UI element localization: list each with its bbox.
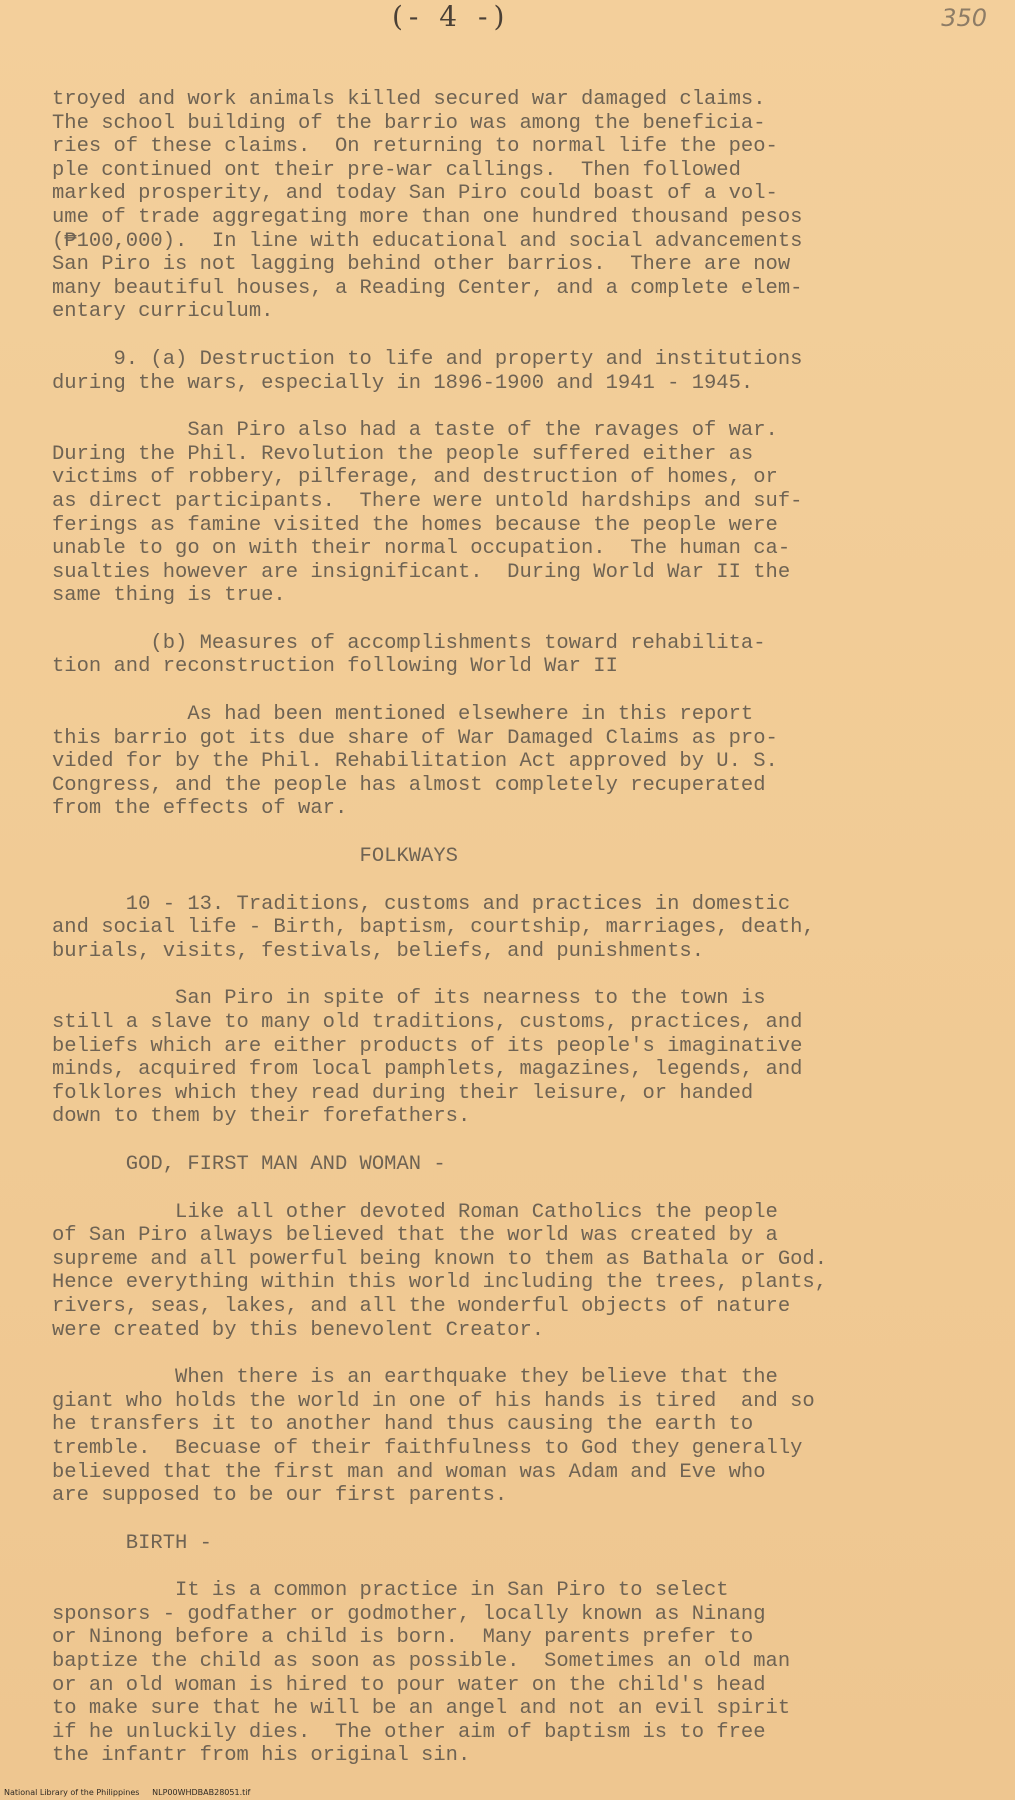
- paragraph-p3: [52, 419, 972, 608]
- text-line: Hence everything within this world including the trees, plants,: [52, 1271, 828, 1295]
- text-line: still a slave to many old traditions, customs, practices, and: [52, 1011, 803, 1034]
- text-line: sualties however are insignificant. During World War II the: [52, 560, 791, 584]
- text-line: troyed and work animals killed secured war damaged claims.: [52, 88, 766, 111]
- paragraph-p10: [52, 1579, 972, 1768]
- text-line: baptize the child as soon as possible. Sometimes an old man: [52, 1650, 791, 1674]
- paragraph-p7: [52, 987, 972, 1129]
- text-line: 9. (a) Destruction to life and property and institutions: [52, 347, 803, 371]
- paragraph-p4: [52, 632, 972, 679]
- text-line: he transfers it to another hand thus causing the earth to: [52, 1413, 754, 1437]
- text-line: marked prosperity, and today San Piro could boast of a vol-: [52, 182, 778, 206]
- text-line: to make sure that he will be an angel and not an evil spirit: [52, 1697, 791, 1721]
- text-line: during the wars, especially in 1896-1900 and 1941 - 1945.: [52, 371, 754, 395]
- text-line: When there is an earthquake they believe that the: [52, 1366, 778, 1390]
- text-line: San Piro in spite of its nearness to the town is: [52, 987, 766, 1011]
- text-line: FOLKWAYS: [52, 845, 458, 869]
- text-line: rivers, seas, lakes, and all the wonderful objects of nature: [52, 1294, 791, 1318]
- text-line: During the Phil. Revolution the people suffered either as: [52, 442, 754, 466]
- text-line: entary curriculum.: [52, 300, 274, 324]
- section-heading-folkways: [52, 845, 972, 869]
- top-page-mark: (- 4 -): [392, 0, 511, 33]
- text-line: believed that the first man and woman was Adam and Eve who: [52, 1460, 766, 1484]
- text-line: (b) Measures of accomplishments toward rehabilita-: [52, 631, 766, 655]
- document-body: [52, 88, 972, 1792]
- text-line: ume of trade aggregating more than one hundred thousand pesos: [52, 205, 803, 229]
- text-line: sponsors - godfather or godmother, locally known as Ninang: [52, 1602, 766, 1626]
- text-line: San Piro also had a taste of the ravages of war.: [52, 419, 778, 443]
- paragraph-p6: [52, 893, 972, 964]
- text-line: of San Piro always believed that the world was created by a: [52, 1224, 778, 1248]
- text-line: or an old woman is hired to pour water on the child's head: [52, 1673, 766, 1697]
- text-line: tion and reconstruction following World War II: [52, 655, 618, 679]
- text-line: giant who holds the world in one of his hands is tired and so: [52, 1389, 815, 1413]
- text-line: Like all other devoted Roman Catholics the people: [52, 1200, 778, 1224]
- text-line: 10 - 13. Traditions, customs and practices in domestic: [52, 892, 791, 916]
- text-line: were created by this benevolent Creator.: [52, 1318, 545, 1342]
- text-line: as direct participants. There were untold hardships and suf-: [52, 489, 803, 513]
- text-line: (₱100,000). In line with educational and social advancements: [52, 229, 803, 253]
- text-line: this barrio got its due share of War Damaged Claims as pro-: [52, 726, 778, 750]
- text-line: vided for by the Phil. Rehabilitation Act approved by U. S.: [52, 750, 778, 774]
- text-line: minds, acquired from local pamphlets, magazines, legends, and: [52, 1058, 803, 1082]
- text-line: As had been mentioned elsewhere in this report: [52, 703, 754, 727]
- text-line: GOD, FIRST MAN AND WOMAN -: [52, 1152, 446, 1176]
- text-line: ferings as famine visited the homes because the people were: [52, 513, 778, 537]
- page-number: 350: [941, 4, 987, 32]
- text-line: and social life - Birth, baptism, courtship, marriages, death,: [52, 916, 815, 940]
- text-line: tremble. Becuase of their faithfulness to God they generally: [52, 1436, 803, 1460]
- text-line: or Ninong before a child is born. Many parents prefer to: [52, 1626, 754, 1650]
- text-line: are supposed to be our first parents.: [52, 1484, 508, 1508]
- text-line: down to them by their forefathers.: [52, 1105, 471, 1129]
- paragraph-p1: [52, 88, 972, 324]
- paragraph-p9: [52, 1366, 972, 1508]
- text-line: victims of robbery, pilferage, and destruction of homes, or: [52, 466, 778, 490]
- text-line: unable to go on with their normal occupation. The human ca-: [52, 537, 791, 561]
- text-line: Congress, and the people has almost completely recuperated: [52, 773, 766, 797]
- text-line: ries of these claims. On returning to normal life the peo-: [52, 135, 778, 159]
- section-heading-birth: [52, 1532, 972, 1556]
- text-line: BIRTH -: [52, 1531, 212, 1555]
- text-line: It is a common practice in San Piro to select: [52, 1579, 729, 1603]
- text-line: folklores which they read during their leisure, or handed: [52, 1081, 754, 1105]
- text-line: burials, visits, festivals, beliefs, and punishments.: [52, 939, 705, 963]
- text-line: the infantr from his original sin.: [52, 1744, 471, 1768]
- text-line: beliefs which are either products of its people's imaginative: [52, 1034, 803, 1058]
- text-line: same thing is true.: [52, 584, 286, 608]
- text-line: if he unluckily dies. The other aim of baptism is to free: [52, 1720, 766, 1744]
- text-line: from the effects of war.: [52, 797, 348, 821]
- text-line: The school building of the barrio was among the beneficia-: [52, 111, 766, 135]
- paragraph-p5: [52, 703, 972, 821]
- text-line: San Piro is not lagging behind other barrios. There are now: [52, 253, 791, 277]
- paragraph-p2: [52, 348, 972, 395]
- paragraph-p8: [52, 1201, 972, 1343]
- footer-source-line: National Library of the Philippines NLP00WHDBAB28051.tif: [4, 1788, 251, 1797]
- section-heading-god: [52, 1153, 972, 1177]
- text-line: supreme and all powerful being known to them as Bathala or God.: [52, 1247, 828, 1271]
- text-line: ple continued ont their pre-war callings. Then followed: [52, 158, 741, 182]
- text-line: many beautiful houses, a Reading Center, and a complete elem-: [52, 276, 803, 300]
